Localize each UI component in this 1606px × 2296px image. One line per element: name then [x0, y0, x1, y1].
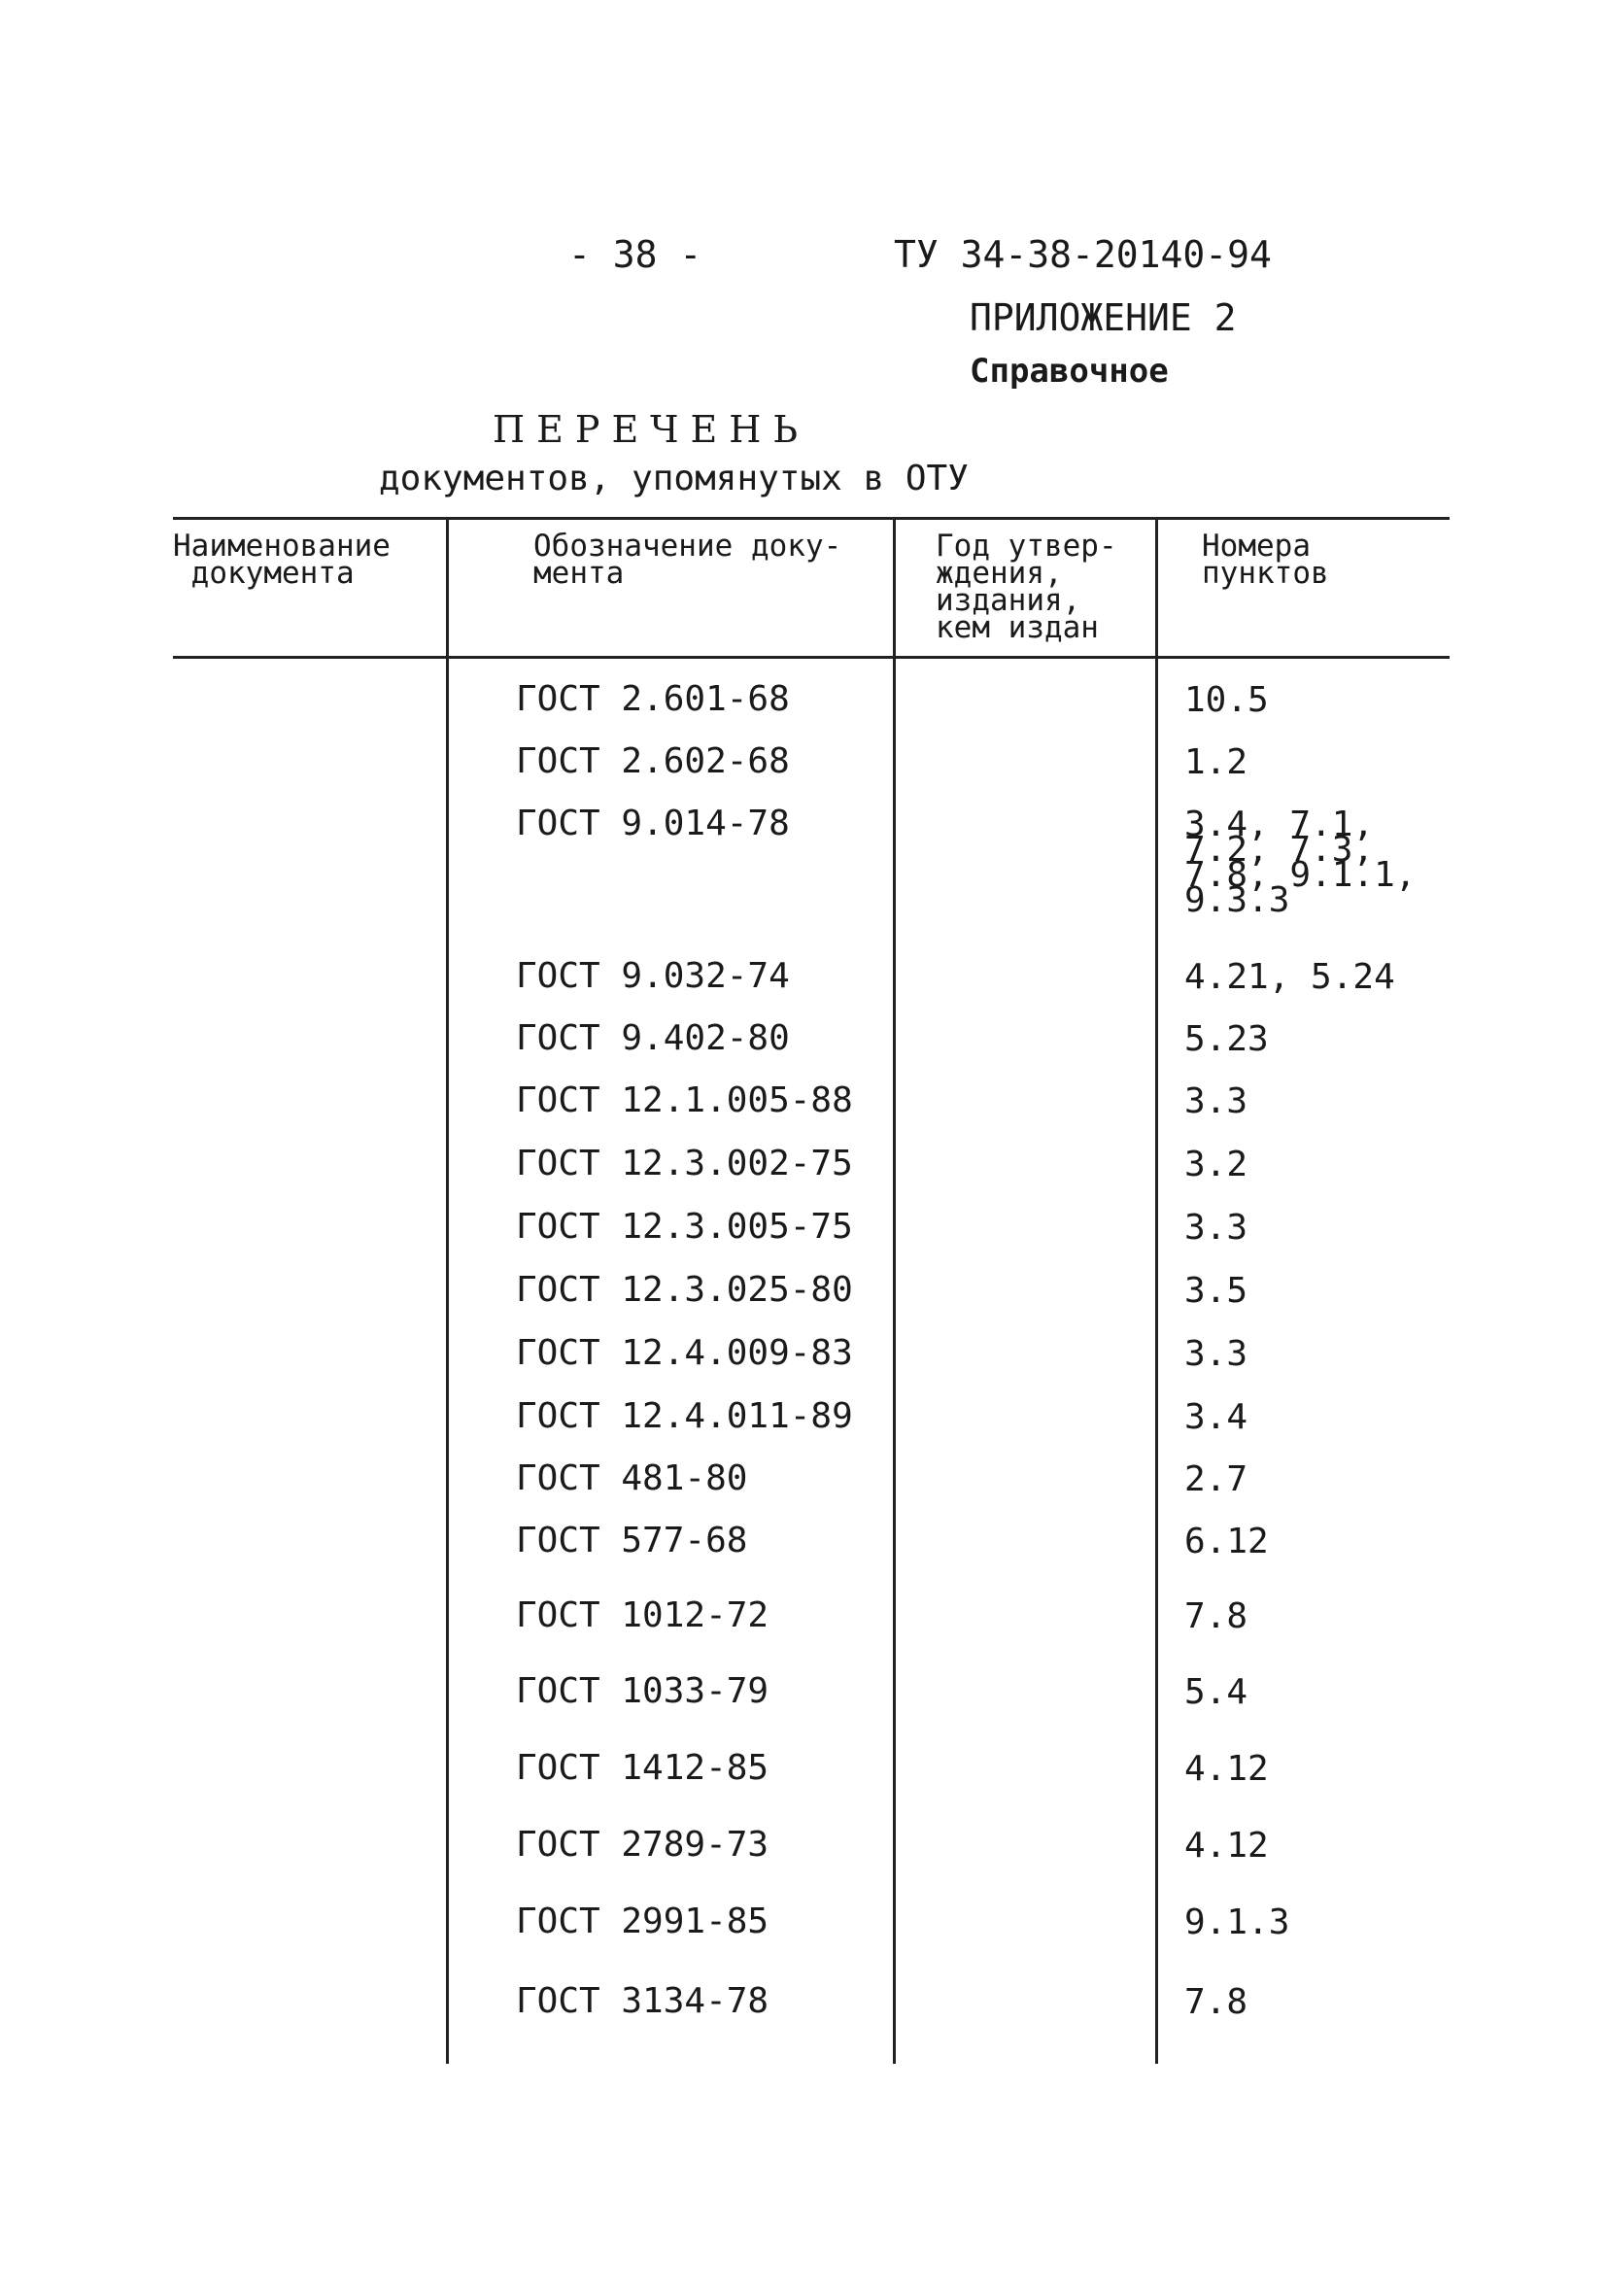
clause-numbers: 3.4: [1184, 1397, 1248, 1437]
document-subtitle: документов, упомянутых в ОТУ: [379, 459, 969, 498]
column-header-year: Год утвер- ждения, издания, кем издан: [936, 529, 1117, 645]
clause-numbers: 7.8: [1184, 1982, 1248, 2022]
document-designation: ГОСТ 1412-85: [516, 1748, 769, 1788]
clause-numbers: 4.12: [1184, 1826, 1269, 1866]
document-designation: ГОСТ 9.032-74: [516, 956, 790, 996]
document-designation: ГОСТ 12.3.025-80: [516, 1270, 853, 1310]
clause-numbers: 1.2: [1184, 742, 1248, 782]
column-divider-2: [893, 517, 896, 2064]
document-designation: ГОСТ 12.3.002-75: [516, 1144, 853, 1183]
document-designation: ГОСТ 2.602-68: [516, 741, 790, 781]
document-designation: ГОСТ 9.402-80: [516, 1018, 790, 1058]
document-designation: ГОСТ 3134-78: [516, 1981, 769, 2021]
clause-numbers: 7.8: [1184, 1596, 1248, 1636]
column-divider-1: [446, 517, 449, 2064]
clause-numbers: 2.7: [1184, 1459, 1248, 1499]
reference-note: Справочное: [970, 352, 1169, 391]
clause-numbers: 5.23: [1184, 1019, 1269, 1059]
document-designation: ГОСТ 12.1.005-88: [516, 1080, 853, 1120]
clause-numbers: 3.2: [1184, 1145, 1248, 1184]
clause-numbers: 3.4, 7.1, 7.2, 7.3, 7.8, 9.1.1, 9.3.3: [1184, 805, 1417, 920]
page-number: - 38 -: [568, 233, 702, 276]
document-designation: ГОСТ 2789-73: [516, 1825, 769, 1865]
clause-numbers: 4.12: [1184, 1749, 1269, 1789]
clause-numbers: 3.3: [1184, 1208, 1248, 1248]
column-divider-3-body: [1155, 656, 1158, 2064]
document-designation: ГОСТ 577-68: [516, 1521, 748, 1560]
clause-numbers: 3.5: [1184, 1271, 1248, 1311]
document-title: ПЕРЕЧЕНЬ: [493, 408, 810, 451]
clause-numbers: 4.21, 5.24: [1184, 957, 1395, 997]
column-header-items: Номера пунктов: [1202, 529, 1329, 591]
table-top-rule: [173, 517, 1450, 520]
column-divider-3: [1155, 517, 1158, 656]
table-header-rule: [173, 656, 1450, 659]
clause-numbers: 3.3: [1184, 1081, 1248, 1121]
document-designation: ГОСТ 481-80: [516, 1458, 748, 1498]
column-header-code: Обозначение доку- мента: [533, 529, 842, 591]
document-designation: ГОСТ 12.4.011-89: [516, 1396, 853, 1436]
appendix-label: ПРИЛОЖЕНИЕ 2: [970, 296, 1237, 339]
clause-numbers: 3.3: [1184, 1334, 1248, 1374]
document-designation: ГОСТ 1033-79: [516, 1671, 769, 1711]
document-designation: ГОСТ 1012-72: [516, 1595, 769, 1635]
clause-numbers: 10.5: [1184, 680, 1269, 720]
document-designation: ГОСТ 12.4.009-83: [516, 1333, 853, 1373]
column-header-name: Наименование документа: [173, 529, 391, 591]
clause-numbers: 6.12: [1184, 1522, 1269, 1561]
document-code: ТУ 34-38-20140-94: [894, 233, 1272, 276]
document-designation: ГОСТ 9.014-78: [516, 804, 790, 843]
clause-numbers: 9.1.3: [1184, 1902, 1290, 1942]
clause-numbers: 5.4: [1184, 1672, 1248, 1712]
document-designation: ГОСТ 2.601-68: [516, 679, 790, 719]
document-designation: ГОСТ 2991-85: [516, 1902, 769, 1941]
document-designation: ГОСТ 12.3.005-75: [516, 1207, 853, 1247]
